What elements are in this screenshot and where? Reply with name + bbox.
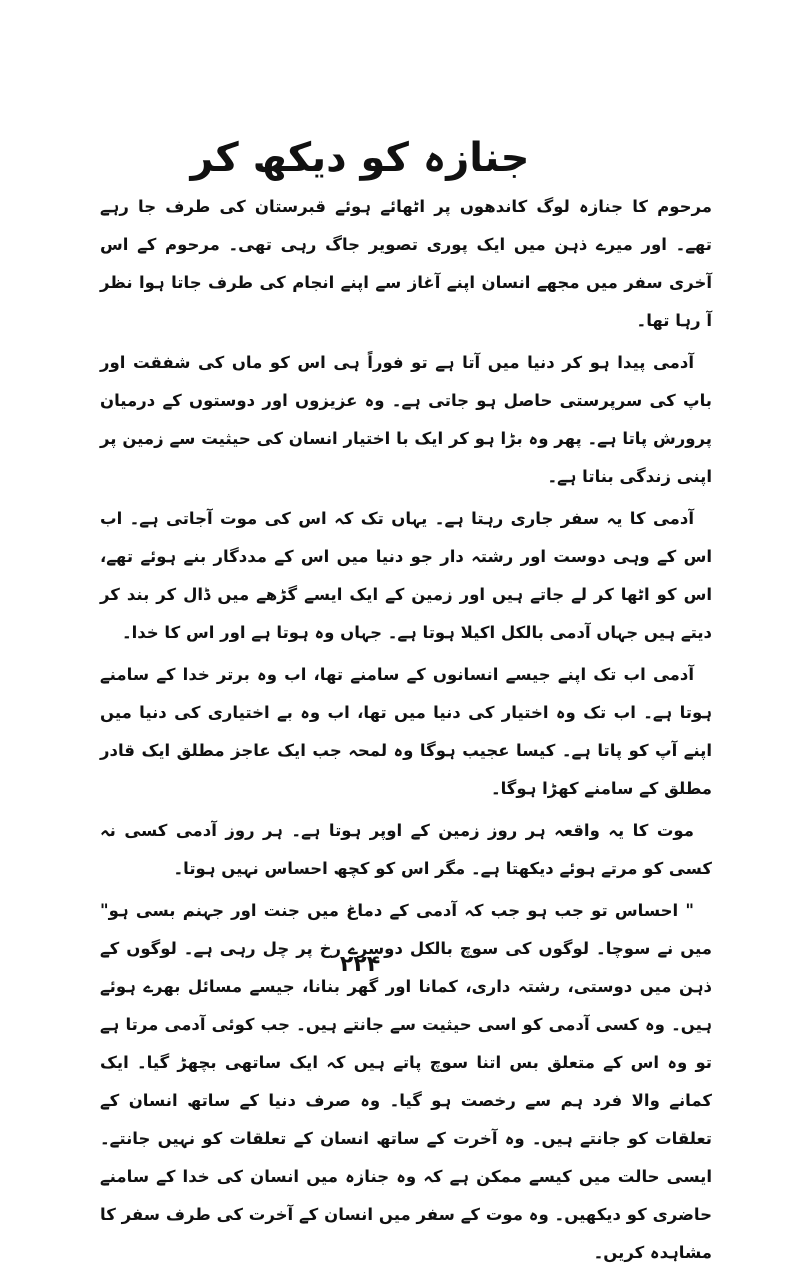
paragraph-6: " احساس تو جب ہو جب کہ آدمی کے دماغ میں جنت اور جہنم بسی ہو" میں نے سوچا۔ لوگوں کی سوچ بالکل دوسرے رخ پر چل رہی ہے۔ لوگوں کے ذہن میں دوستی، رشتہ داری، کمانا اور گھر بنانا، جیسے مسائل بھرے ہوئے ہیں۔ وہ کسی آدمی کو اسی حیثیت سے جانتے ہیں۔ جب کوئی آدمی مرتا ہے تو وہ اس کے متعلق بس اتنا سوچ پاتے ہیں کہ ایک ساتھی بچھڑ گیا۔ ایک کمانے والا فرد ہم سے رخصت ہو گیا۔ وہ صرف دنیا کے ساتھ انسان کے تعلقات کو جانتے ہیں۔ وہ آخرت کے ساتھ انسان کے تعلقات کو نہیں جانتے۔ ایسی حالت میں کیسے ممکن ہے کہ وہ جنازہ میں انسان کی خدا کے سامنے حاضری کو دیکھیں۔ وہ موت کے سفر میں انسان کے آخرت کی طرف سفر کا مشاہدہ کریں۔ (100, 901, 712, 1262)
paragraph-5: موت کا یہ واقعہ ہر روز زمین کے اوپر ہوتا ہے۔ ہر روز آدمی کسی نہ کسی کو مرتے ہوئے دیکھتا ہے۔ مگر اس کو کچھ احساس نہیں ہوتا۔ (100, 821, 712, 878)
paragraph-4: آدمی اب تک اپنے جیسے انسانوں کے سامنے تھا، اب وہ برتر خدا کے سامنے ہوتا ہے۔ اب تک وہ اختیار کی دنیا میں تھا، اب وہ بے اختیاری کی دنیا میں اپنے آپ کو پاتا ہے۔ کیسا عجیب ہوگا وہ لمحہ جب ایک عاجز مطلق ایک قادر مطلق کے سامنے کھڑا ہوگا۔ (100, 665, 712, 798)
article-body (100, 188, 712, 1276)
paragraph-3: آدمی کا یہ سفر جاری رہتا ہے۔ یہاں تک کہ اس کی موت آجاتی ہے۔ اب اس کے وہی دوست اور رشتہ دار جو دنیا میں اس کے مددگار بنے ہوئے تھے، اس کو اٹھا کر لے جاتے ہیں اور زمین کے ایک ایسے گڑھے میں ڈال کر بند کر دیتے ہیں جہاں آدمی بالکل اکیلا ہوتا ہے۔ جہاں وہ ہوتا ہے اور اس کا خدا۔ (100, 509, 712, 642)
paragraph-1: مرحوم کا جنازہ لوگ کاندھوں پر اٹھائے ہوئے قبرستان کی طرف جا رہے تھے۔ اور میرے ذہن میں ایک پوری تصویر جاگ رہی تھی۔ مرحوم کے اس آخری سفر میں مجھے انسان اپنے آغاز سے اپنے انجام کی طرف جاتا ہوا نظر آ رہا تھا۔ (100, 197, 712, 330)
page-title: جنازہ کو دیکھ کر (190, 135, 530, 181)
paragraph-2: آدمی پیدا ہو کر دنیا میں آتا ہے تو فوراً ہی اس کو ماں کی شفقت اور باپ کی سرپرستی حاصل ہو جاتی ہے۔ وہ عزیزوں اور دوستوں کے درمیان پرورش پاتا ہے۔ پھر وہ بڑا ہو کر ایک با اختیار انسان کی حیثیت سے زمین پر اپنی زندگی بناتا ہے۔ (100, 353, 712, 486)
page-number: ۲۲۴ (339, 952, 381, 977)
